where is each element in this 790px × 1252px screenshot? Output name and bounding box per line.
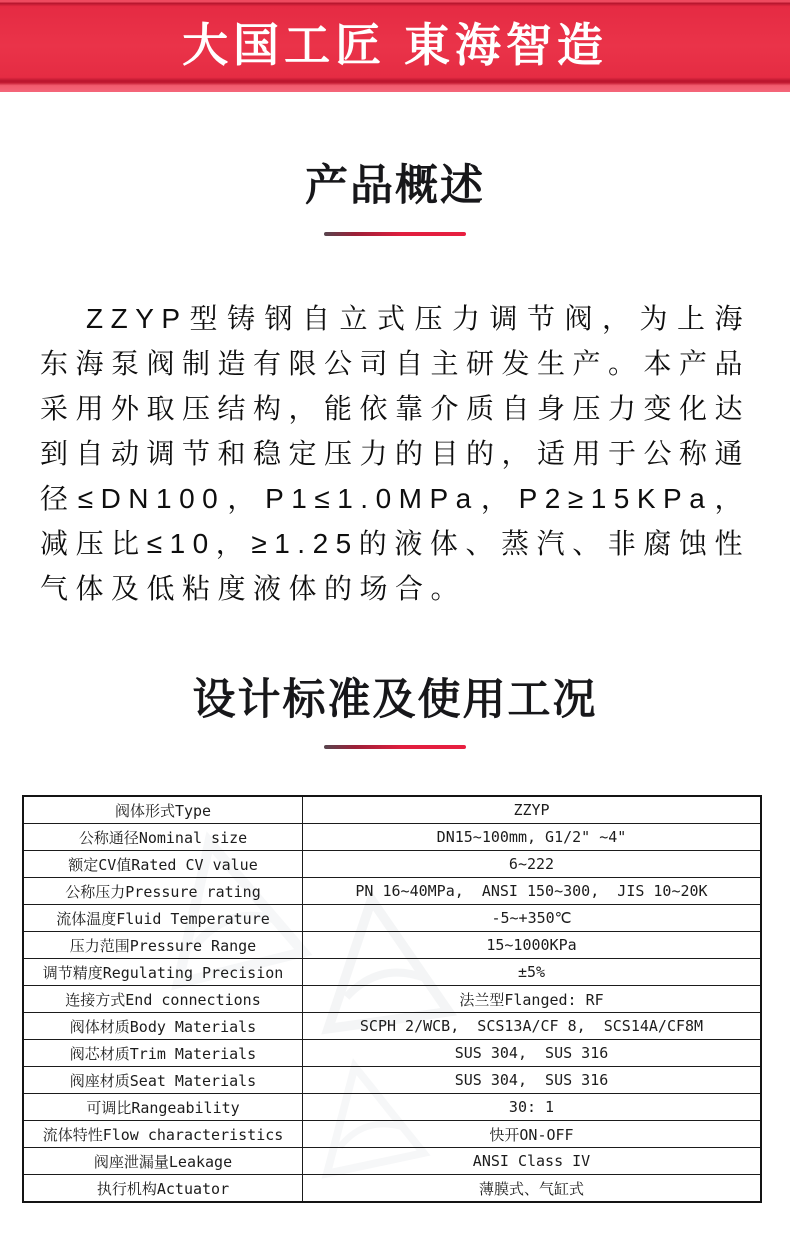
- table-row: [23, 1121, 761, 1148]
- spec-value: 法兰型Flanged: RF: [303, 986, 762, 1013]
- spec-value: ±5%: [303, 959, 762, 986]
- spec-label: 公称通径Nominal size: [23, 824, 303, 851]
- table-row: [23, 1175, 761, 1203]
- table-row: [23, 1013, 761, 1040]
- title-underline: [324, 232, 466, 236]
- spec-label: 流体温度Fluid Temperature: [23, 905, 303, 932]
- table-row: [23, 1067, 761, 1094]
- banner-slogan: 大国工匠 東海智造: [182, 19, 608, 71]
- section-title-product-overview: 产品概述: [305, 162, 485, 210]
- table-row: [23, 1094, 761, 1121]
- table-row: [23, 932, 761, 959]
- spec-value: DN15~100mm, G1/2" ~4": [303, 824, 762, 851]
- table-row: [23, 1148, 761, 1175]
- spec-label: 阀座泄漏量Leakage: [23, 1148, 303, 1175]
- table-row: [23, 905, 761, 932]
- product-overview-paragraph: ZZYP型铸钢自立式压力调节阀，为上海东海泵阀制造有限公司自主研发生产。本产品采用外取压结构，能依靠介质自身压力变化达到自动调节和稳定压力的目的，适用于公称通径≤DN100，P1≤1.0MPa，P2≥15KPa，减压比≤10，≥1.25的液体、蒸汽、非腐蚀性气体及低粘度液体的场合。: [40, 303, 751, 604]
- spec-value: ZZYP: [303, 796, 762, 824]
- table-row: [23, 986, 761, 1013]
- spec-value: SUS 304, SUS 316: [303, 1067, 762, 1094]
- spec-value: ANSI Class IV: [303, 1148, 762, 1175]
- spec-label: 调节精度Regulating Precision: [23, 959, 303, 986]
- table-row: [23, 824, 761, 851]
- table-row: [23, 851, 761, 878]
- spec-label: 流体特性Flow characteristics: [23, 1121, 303, 1148]
- spec-label: 连接方式End connections: [23, 986, 303, 1013]
- section-title-design-standards: 设计标准及使用工况: [192, 676, 598, 724]
- spec-value: PN 16~40MPa, ANSI 150~300, JIS 10~20K: [303, 878, 762, 905]
- spec-label: 阀座材质Seat Materials: [23, 1067, 303, 1094]
- table-row: [23, 796, 761, 824]
- top-banner: [0, 0, 790, 92]
- table-row: [23, 959, 761, 986]
- spec-label: 执行机构Actuator: [23, 1175, 303, 1203]
- table-row: [23, 1040, 761, 1067]
- spec-value: -5~+350℃: [303, 905, 762, 932]
- table-row: [23, 878, 761, 905]
- spec-label: 阀体材质Body Materials: [23, 1013, 303, 1040]
- spec-label: 公称压力Pressure rating: [23, 878, 303, 905]
- spec-label: 阀体形式Type: [23, 796, 303, 824]
- spec-table: [22, 795, 762, 1203]
- spec-value: 15~1000KPa: [303, 932, 762, 959]
- title-underline: [324, 745, 466, 749]
- spec-value: 30: 1: [303, 1094, 762, 1121]
- spec-value: SCPH 2/WCB, SCS13A/CF 8, SCS14A/CF8M: [303, 1013, 762, 1040]
- spec-label: 压力范围Pressure Range: [23, 932, 303, 959]
- spec-label: 额定CV值Rated CV value: [23, 851, 303, 878]
- spec-value: 快开ON-OFF: [303, 1121, 762, 1148]
- spec-value: SUS 304, SUS 316: [303, 1040, 762, 1067]
- spec-table-body: [23, 796, 761, 1202]
- spec-value: 6~222: [303, 851, 762, 878]
- spec-value: 薄膜式、气缸式: [303, 1175, 762, 1203]
- spec-label: 可调比Rangeability: [23, 1094, 303, 1121]
- spec-label: 阀芯材质Trim Materials: [23, 1040, 303, 1067]
